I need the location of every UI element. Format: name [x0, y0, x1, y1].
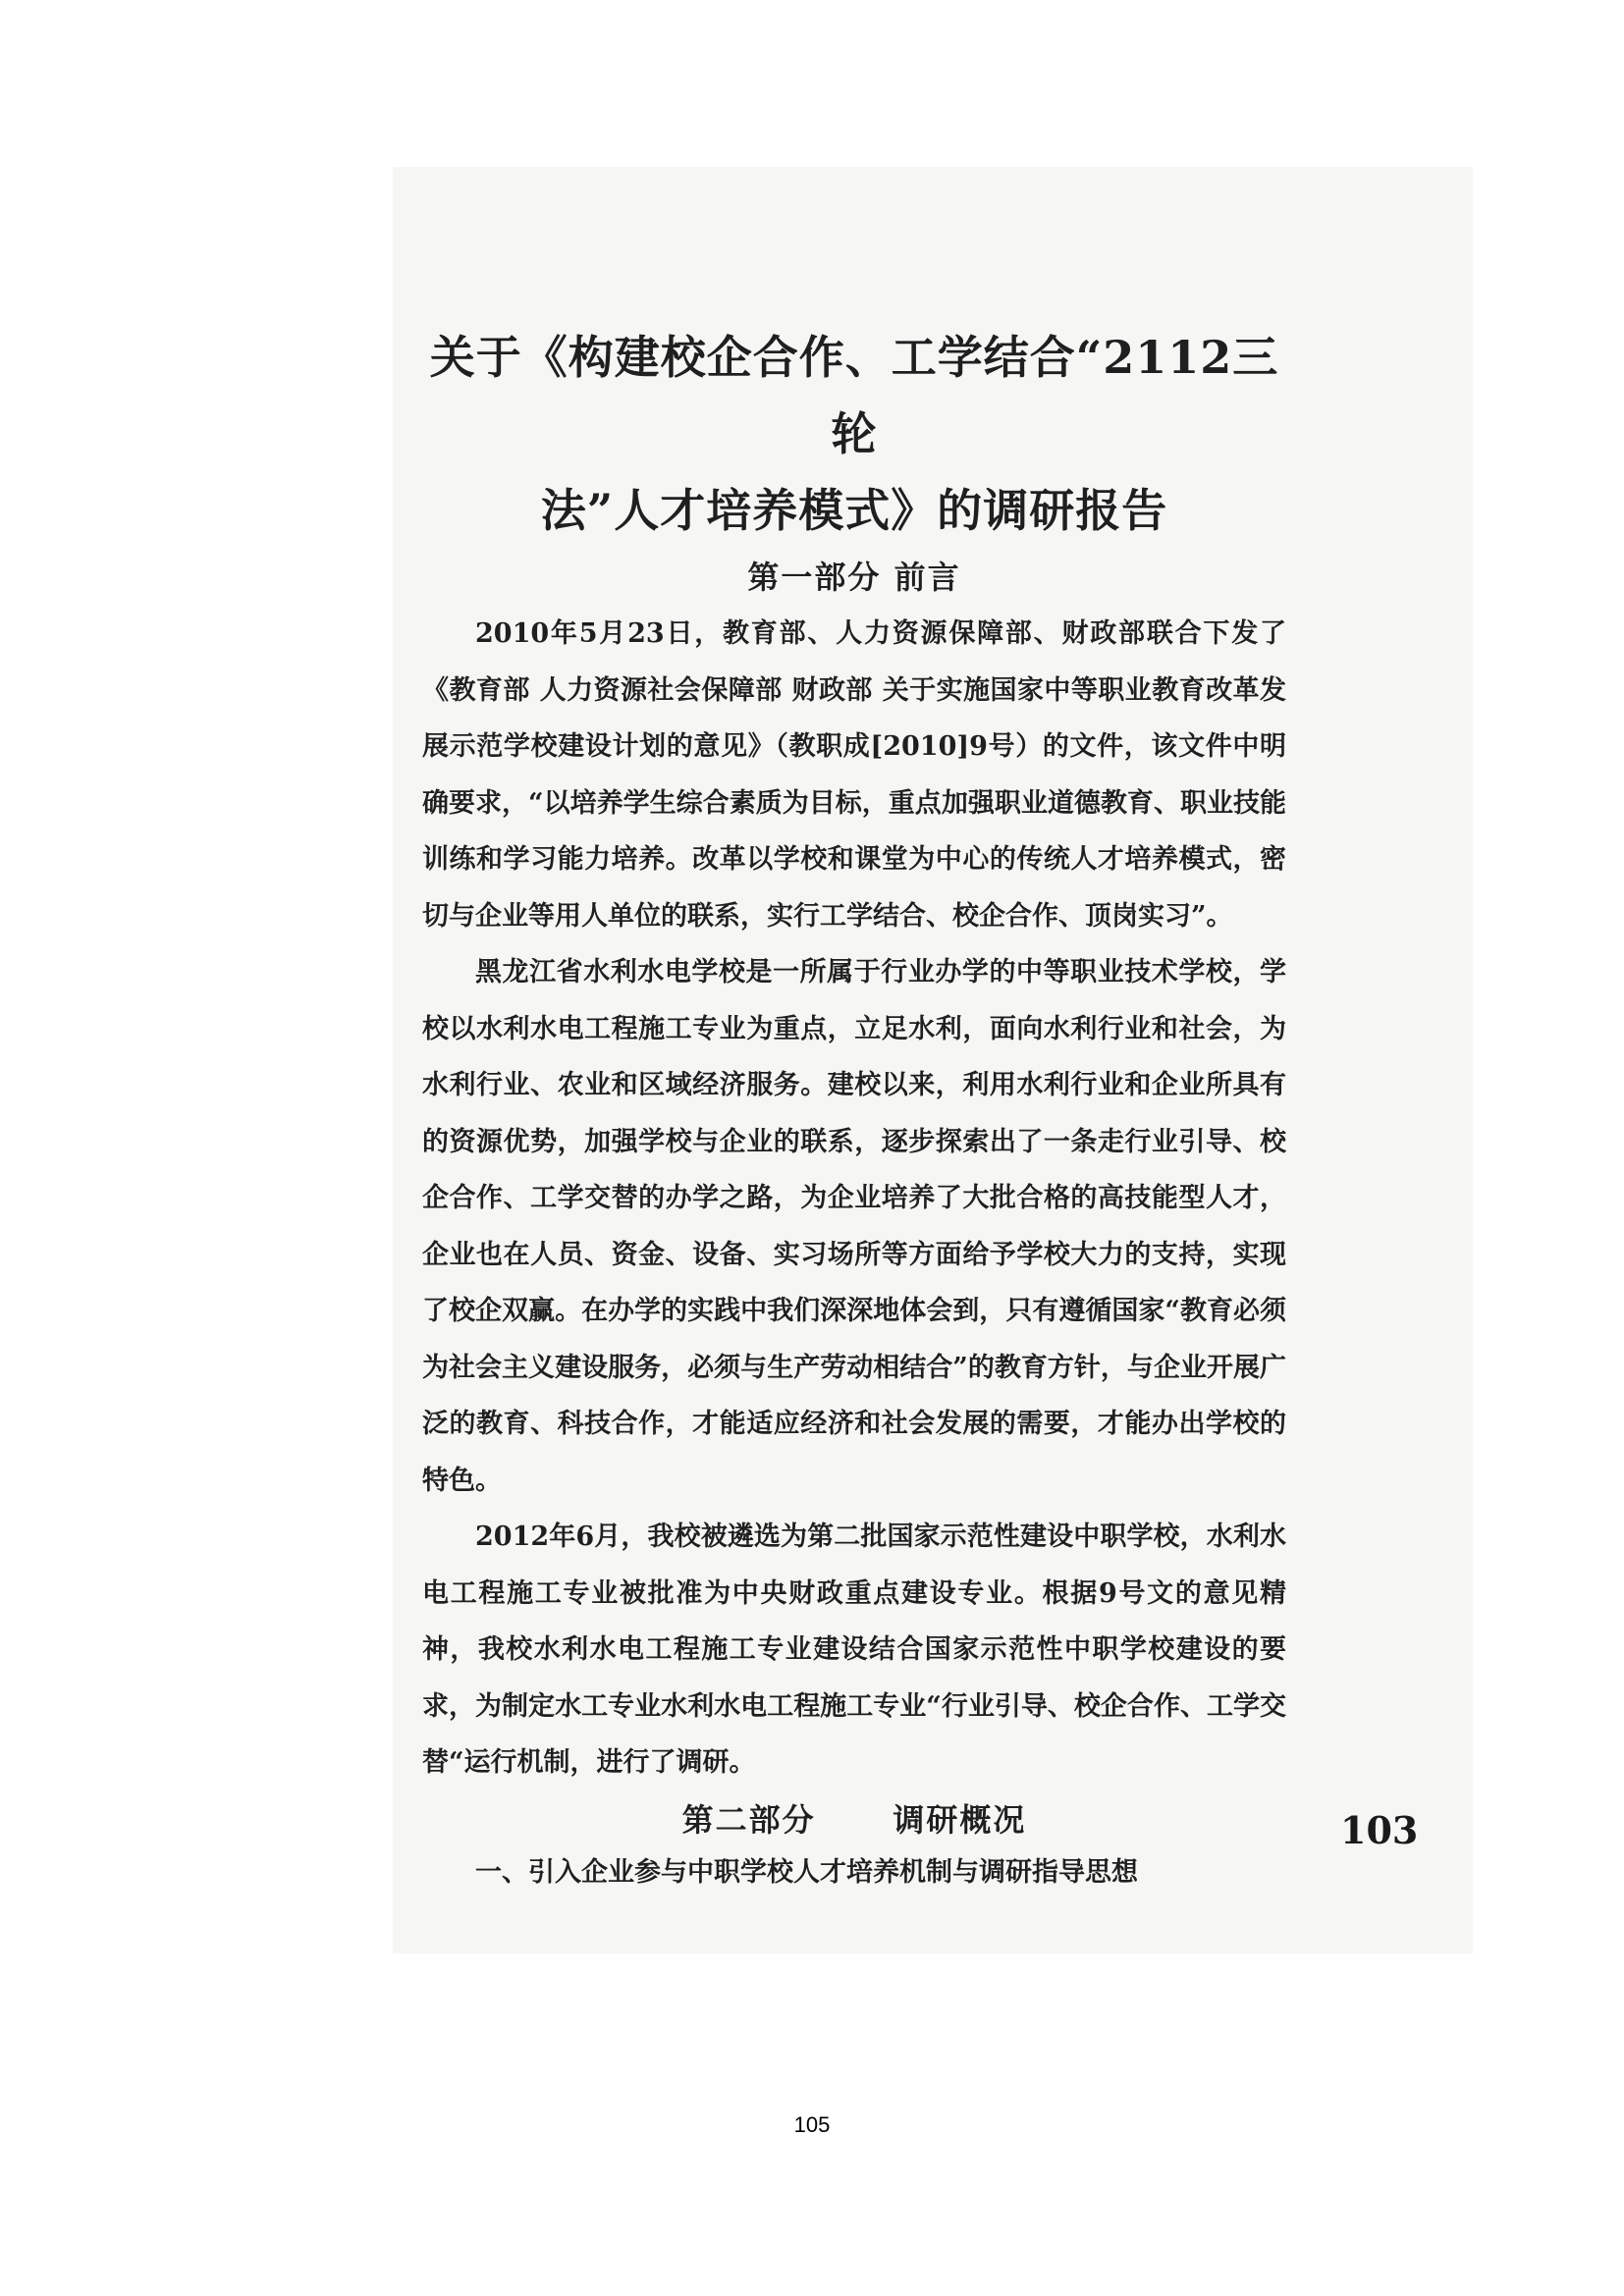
scanned-page-number: 103	[1340, 1808, 1419, 1852]
paragraph-3: 2012年6月，我校被遴选为第二批国家示范性建设中职学校，水利水电工程施工专业被批准为中央财政重点建设专业。根据9号文的意见精神，我校水利水电工程施工专业建设结合国家示范性中职学校建设的要求，为制定水工专业水利水电工程施工专业“行业引导、校企合作、工学交替“运行机制，进行了调研。	[422, 1522, 1286, 1778]
document-title	[422, 319, 1286, 549]
subheading-1: 一、引入企业参与中职学校人才培养机制与调研指导思想	[475, 1856, 1138, 1888]
title-line-1: 关于《构建校企合作、工学结合“2112三轮	[429, 331, 1279, 460]
title-line-2: 法”人才培养模式》的调研报告	[540, 484, 1168, 537]
document-body	[422, 319, 1286, 1897]
section-2-heading: 第二部分 调研概况	[681, 1800, 1027, 1839]
section-1-heading: 第一部分 前言	[747, 559, 961, 596]
paragraph-2: 黑龙江省水利水电学校是一所属于行业办学的中等职业技术学校，学校以水利水电工程施工专业为重点，立足水利，面向水利行业和社会，为水利行业、农业和区域经济服务。建校以来，利用水利行业和企业所具有的资源优势，加强学校与企业的联系，逐步探索出了一条走行业引导、校企合作、工学交替的办学之路，为企业培养了大批合格的高技能型人才，企业也在人员、资金、设备、实习场所等方面给予学校大力的支持，实现了校企双赢。在办学的实践中我们深深地体会到，只有遵循国家“教育必须为社会主义建设服务，必须与生产劳动相结合”的教育方针，与企业开展广泛的教育、科技合作，才能适应经济和社会发展的需要，才能办出学校的特色。	[422, 957, 1286, 1496]
paragraph-1: 2010年5月23日，教育部、人力资源保障部、财政部联合下发了《教育部 人力资源社会保障部 财政部 关于实施国家中等职业教育改革发展示范学校建设计划的意见》（教职成[2010]9号）的文件，该文件中明确要求，“以培养学生综合素质为目标，重点加强职业道德教育、职业技能训练和学习能力培养。改革以学校和课堂为中心的传统人才培养模式，密切与企业等用人单位的联系，实行工学结合、校企合作、顶岗实习”。	[422, 618, 1286, 932]
pdf-page-number: 105	[793, 2112, 831, 2137]
